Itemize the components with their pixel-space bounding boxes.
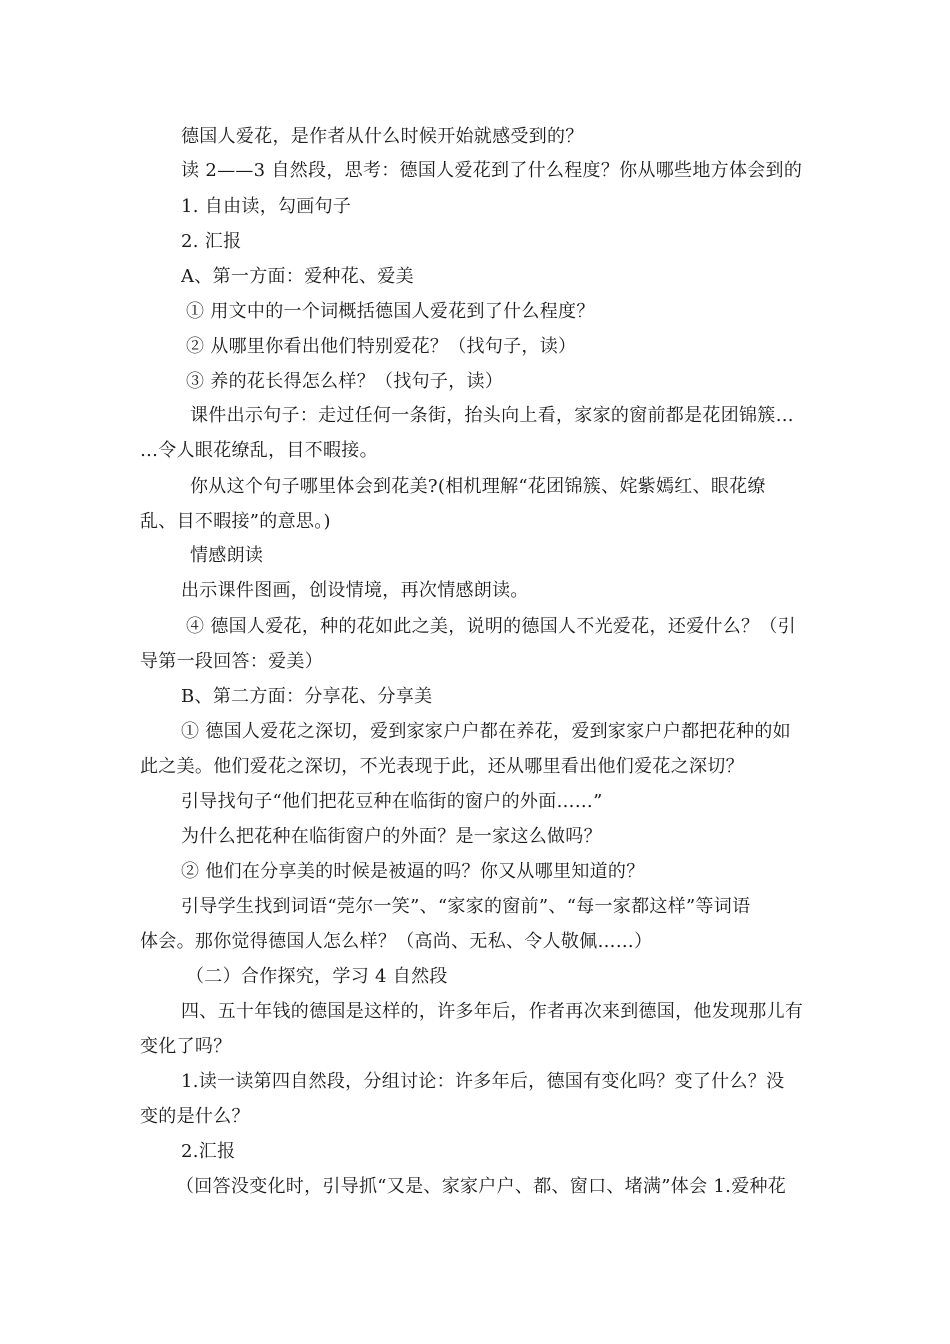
- text-line: 此之美。他们爱花之深切，不光表现于此，还从哪里看出他们爱花之深切？: [140, 756, 744, 777]
- text-line: （二）合作探究，学习 4 自然段: [186, 966, 448, 987]
- text-line: （回答没变化时，引导抓“又是、家家户户、都、窗口、堵满”体会 1.爱种花: [176, 1176, 787, 1197]
- text-line: 为什么把花种在临街窗户的外面？是一家这么做吗？: [181, 826, 602, 847]
- text-line: 出示课件图画，创设情境，再次情感朗读。: [181, 580, 529, 601]
- text-line: 变化了吗？: [140, 1036, 232, 1057]
- text-line: 变的是什么？: [140, 1106, 250, 1127]
- text-line: ① 德国人爱花之深切，爱到家家户户都在养花，爱到家家户户都把花种的如: [181, 721, 791, 742]
- text-line: ① 用文中的一个词概括德国人爱花到了什么程度？: [186, 301, 595, 322]
- text-line: 体会。那你觉得德国人怎么样？（高尚、无私、令人敬佩……）: [140, 931, 653, 952]
- text-line: 2.汇报: [181, 1141, 236, 1162]
- text-line: 读 2——3 自然段，思考：德国人爱花到了什么程度？你从哪些地方体会到的: [181, 160, 803, 181]
- text-line: 2. 汇报: [181, 231, 242, 252]
- text-line: 引导学生找到词语“莞尔一笑”、“家家的窗前”、“每一家都这样”等词语: [181, 896, 751, 917]
- text-line: 1.读一读第四自然段，分组讨论：许多年后，德国有变化吗？变了什么？没: [181, 1071, 785, 1092]
- text-line: A、第一方面：爱种花、爱美: [181, 266, 414, 287]
- text-line: 乱、目不暇接”的意思。): [140, 511, 331, 532]
- text-line: 你从这个句子哪里体会到花美?(相机理解“花团锦簇、姹紫嫣红、眼花缭: [190, 476, 766, 497]
- text-line: 情感朗读: [190, 545, 264, 566]
- text-line: ④ 德国人爱花，种的花如此之美，说明的德国人不光爱花，还爱什么？（引: [186, 616, 796, 637]
- text-line: 引导找句子“他们把花豆种在临街的窗户的外面……”: [181, 791, 603, 812]
- text-line: …令人眼花缭乱，目不暇接。: [140, 440, 378, 461]
- text-line: ② 从哪里你看出他们特别爱花？（找句子，读）: [186, 336, 577, 357]
- text-line: 导第一段回答：爱美）: [140, 651, 323, 672]
- text-line: ③ 养的花长得怎么样？（找句子，读）: [186, 371, 504, 392]
- text-line: B、第二方面：分享花、分享美: [181, 686, 433, 707]
- text-line: ② 他们在分享美的时候是被逼的吗？你又从哪里知道的？: [181, 861, 645, 882]
- text-line: 1. 自由读，勾画句子: [181, 196, 352, 217]
- text-line: 课件出示句子：走过任何一条街，抬头向上看，家家的窗前都是花团锦簇…: [190, 405, 794, 426]
- text-line: 德国人爱花，是作者从什么时候开始就感受到的？: [181, 126, 584, 147]
- text-line: 四、五十年钱的德国是这样的，许多年后，作者再次来到德国，他发现那儿有: [181, 1001, 804, 1022]
